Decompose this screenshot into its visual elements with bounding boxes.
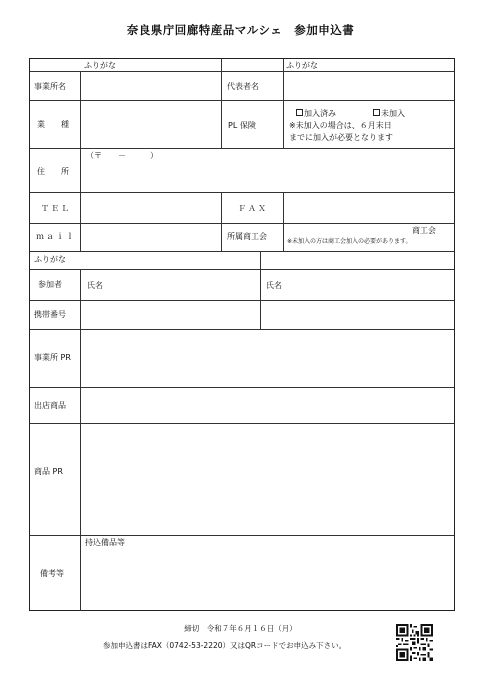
participant-name-label-2: 氏名 xyxy=(266,281,282,290)
address-label: 住 所 xyxy=(37,167,69,176)
submission-instruction: 参加申込書はFAX（0742-53-2220）又はQRコードでお申込み下さい。 xyxy=(103,641,347,650)
mail-field[interactable] xyxy=(81,224,221,251)
chamber-note: ※未加入の方は商工会加入の必要があります。 xyxy=(287,238,412,245)
mobile-number-field-2[interactable] xyxy=(261,301,454,329)
remarks-label: 備考等 xyxy=(40,569,64,578)
form-title: 奈良県庁回廊特産品マルシェ 参加申込書 xyxy=(126,23,355,37)
checkbox-icon xyxy=(296,109,303,116)
chamber-field[interactable] xyxy=(284,224,409,238)
furigana-label-representative: ふりがな xyxy=(286,61,318,70)
product-pr-label: 商品 PR xyxy=(34,467,63,476)
participant-label: 参加者 xyxy=(38,280,62,289)
business-name-field[interactable] xyxy=(81,72,221,100)
mail-label: ｍａｉｌ xyxy=(36,232,76,241)
business-pr-label: 事業所 PR xyxy=(34,353,71,362)
industry-field[interactable] xyxy=(81,101,221,148)
chamber-label: 所属商工会 xyxy=(227,232,267,241)
business-name-label: 事業所名 xyxy=(34,82,66,91)
industry-label: 業 種 xyxy=(37,120,69,129)
pl-note-line-1: ※未加入の場合は、６月末日 xyxy=(289,121,392,130)
chamber-suffix: 商工会 xyxy=(412,226,436,235)
participant-name-label-1: 氏名 xyxy=(87,281,103,290)
pl-note-line-2: までに加入が必要となります xyxy=(289,133,393,142)
equipment-label: 持込備品等 xyxy=(85,538,125,547)
tel-field[interactable] xyxy=(81,193,221,223)
representative-label: 代表者名 xyxy=(227,82,259,91)
pl-joined-label: 加入済み xyxy=(304,109,336,118)
pl-not-joined-option[interactable] xyxy=(373,109,405,118)
mobile-number-field-1[interactable] xyxy=(81,301,260,329)
fax-label: ＦＡＸ xyxy=(238,204,268,213)
pl-not-joined-label: 未加入 xyxy=(381,109,405,118)
application-form-table xyxy=(29,58,455,611)
address-field[interactable] xyxy=(81,149,454,192)
participant-name-field-1[interactable] xyxy=(81,270,260,300)
tel-label: ＴＥＬ xyxy=(41,204,71,213)
products-field[interactable] xyxy=(81,388,454,423)
postal-code-mark: （〒 － ） xyxy=(86,151,158,160)
mobile-number-label: 携帯番号 xyxy=(34,310,66,319)
qr-code-icon[interactable] xyxy=(396,624,433,661)
pl-joined-option[interactable] xyxy=(296,109,336,118)
remarks-field[interactable] xyxy=(81,536,454,611)
product-pr-field[interactable] xyxy=(81,424,454,535)
furigana-label-business: ふりがな xyxy=(84,61,116,70)
participant-name-field-2[interactable] xyxy=(261,270,454,300)
fax-field[interactable] xyxy=(284,193,454,223)
checkbox-icon xyxy=(373,109,380,116)
deadline-text: 締切 令和７年６月１６日（月） xyxy=(184,624,297,633)
products-label: 出店商品 xyxy=(34,401,66,410)
pl-insurance-label: PL 保険 xyxy=(228,121,256,130)
furigana-label-participant: ふりがな xyxy=(34,255,66,264)
representative-field[interactable] xyxy=(284,72,454,100)
business-pr-field[interactable] xyxy=(81,330,454,387)
